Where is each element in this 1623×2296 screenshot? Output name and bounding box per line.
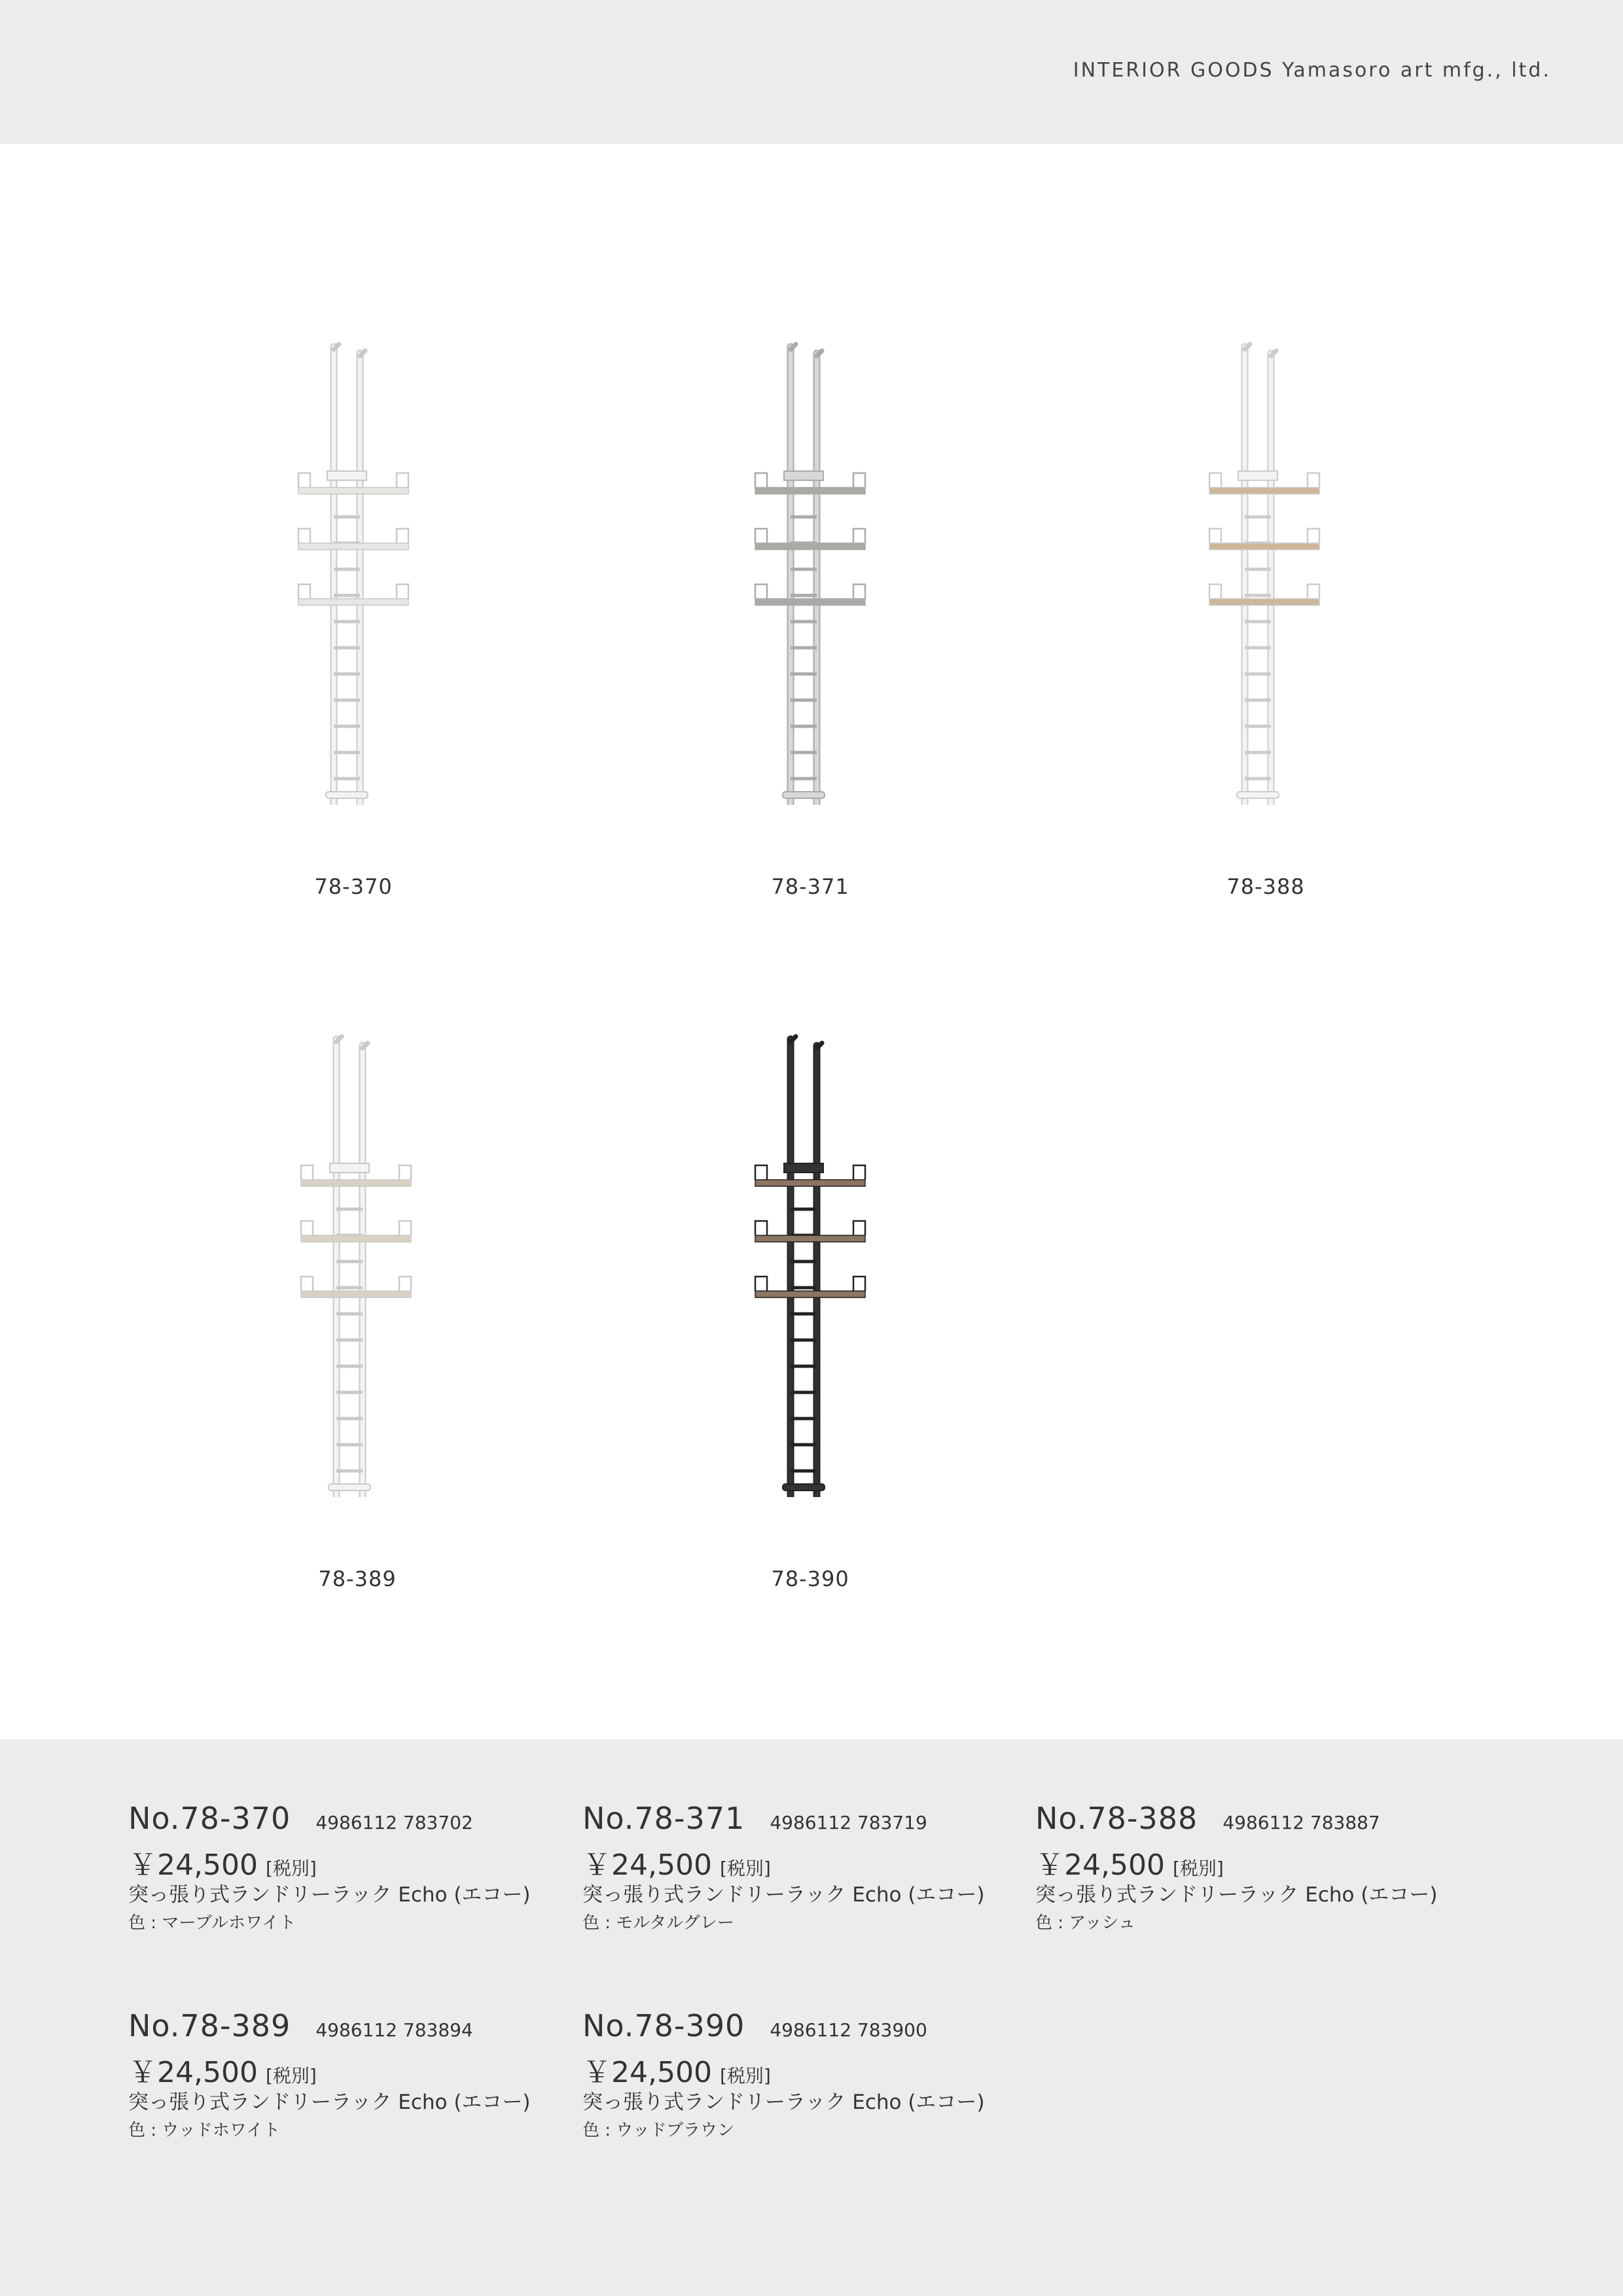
jan-code: 4986112 783887 (1222, 1812, 1380, 1833)
product-name: 突っ張り式ランドリーラック Echo (エコー) (1035, 1883, 1438, 1907)
product-number: No.78-388 (1035, 1801, 1198, 1836)
brand-name: INTERIOR GOODS Yamasoro art mfg., ltd. (1073, 59, 1551, 82)
jan-code: 4986112 783702 (315, 1812, 473, 1833)
product-image-78-371 (692, 334, 928, 805)
product-image-78-370 (236, 334, 471, 805)
product-name: 突っ張り式ランドリーラック Echo (エコー) (128, 1883, 531, 1907)
price: ￥24,500 (1035, 1848, 1165, 1882)
tax-note: [税別] (719, 2065, 771, 2087)
product-color: 色 : アッシュ (1035, 1913, 1135, 1933)
spec-block-78-371 (582, 1801, 1027, 1934)
price: ￥24,500 (582, 1848, 712, 1882)
spec-block-78-388 (1035, 1801, 1480, 1934)
rack-illustration (692, 334, 928, 805)
spec-block-78-370 (128, 1801, 573, 1934)
spec-block-78-390 (582, 2008, 1027, 2141)
price: ￥24,500 (582, 2056, 712, 2089)
rack-illustration (238, 1026, 474, 1497)
product-number: No.78-370 (128, 1801, 291, 1836)
jan-code: 4986112 783719 (770, 1812, 927, 1833)
product-color: 色 : モルタルグレー (582, 1913, 734, 1933)
page-header (0, 0, 1623, 144)
rack-illustration (236, 334, 471, 805)
product-code-label: 78-370 (314, 874, 393, 899)
product-image-78-389 (238, 1026, 474, 1497)
product-code-label: 78-371 (771, 874, 849, 899)
product-name: 突っ張り式ランドリーラック Echo (エコー) (582, 1883, 985, 1907)
product-name: 突っ張り式ランドリーラック Echo (エコー) (128, 2091, 531, 2114)
price: ￥24,500 (128, 2056, 258, 2089)
product-name: 突っ張り式ランドリーラック Echo (エコー) (582, 2091, 985, 2114)
tax-note: [税別] (265, 2065, 317, 2087)
product-image-78-390 (692, 1026, 928, 1497)
product-code-label: 78-388 (1226, 874, 1305, 899)
product-color: 色 : ウッドブラウン (582, 2121, 734, 2140)
product-image-78-388 (1147, 334, 1382, 805)
tax-note: [税別] (1172, 1858, 1224, 1879)
product-code-label: 78-389 (318, 1566, 397, 1591)
spec-block-78-389 (128, 2008, 573, 2141)
rack-illustration (1147, 334, 1382, 805)
tax-note: [税別] (719, 1858, 771, 1879)
product-code-label: 78-390 (771, 1566, 849, 1591)
product-color: 色 : マーブルホワイト (128, 1913, 296, 1933)
product-color: 色 : ウッドホワイト (128, 2121, 280, 2140)
tax-note: [税別] (265, 1858, 317, 1879)
jan-code: 4986112 783894 (315, 2019, 473, 2041)
jan-code: 4986112 783900 (770, 2019, 927, 2041)
product-number: No.78-371 (582, 1801, 745, 1836)
rack-illustration (692, 1026, 928, 1497)
product-number: No.78-390 (582, 2008, 745, 2043)
product-number: No.78-389 (128, 2008, 291, 2043)
price: ￥24,500 (128, 1848, 258, 1882)
